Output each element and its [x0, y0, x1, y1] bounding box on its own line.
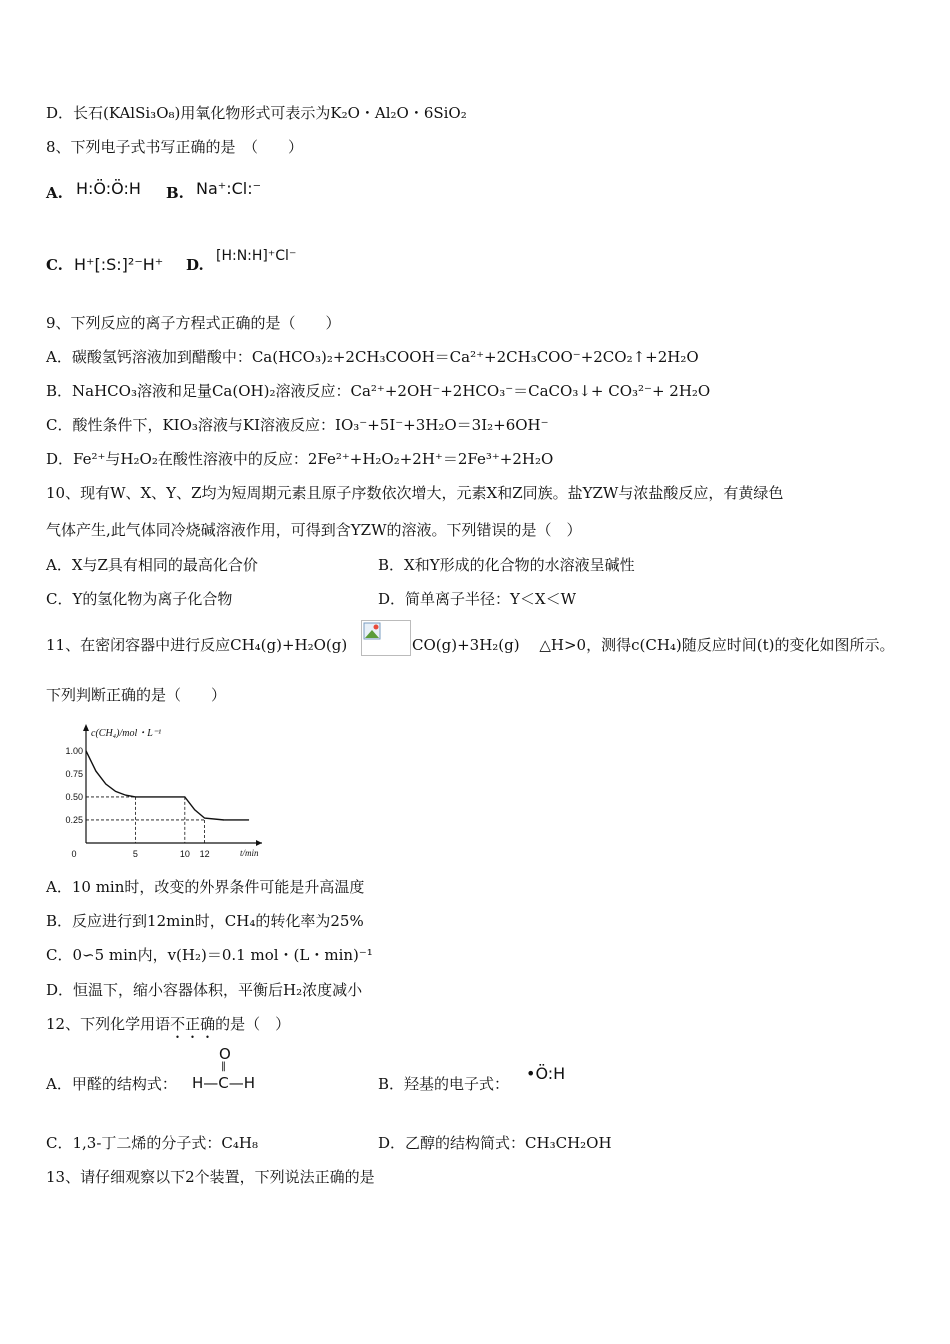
q8-option-d-label: D. — [186, 256, 204, 274]
formaldehyde-structure-o: O — [219, 1045, 231, 1063]
q10-option-d: D．简单离子半径：Y＜X＜W — [378, 590, 577, 608]
q10-stem-line1: 10、现有W、X、Y、Z均为短周期元素且原子序数依次增大，元素X和Z同族。盐YZW与浓盐酸反应，有黄绿色 — [46, 484, 784, 502]
x-tick-label: 10 — [179, 849, 190, 859]
q9-option-d: D．Fe²⁺与H₂O₂在酸性溶液中的反应：2Fe²⁺+H₂O₂+2H⁺＝2Fe³⁺+2H₂O — [46, 450, 554, 468]
y-axis-label: c(CH₄)/mol・L⁻¹ — [91, 728, 162, 739]
q8-option-a-label: A. — [46, 184, 63, 202]
q10-stem-line2: 气体产生,此气体同冷烧碱溶液作用，可得到含YZW的溶液。下列错误的是（ ） — [46, 521, 582, 539]
q8-option-b-label: B. — [166, 184, 184, 202]
y-tick-label: 0.50 — [65, 791, 83, 802]
ch4-series-line — [86, 751, 224, 820]
x-tick-label: 5 — [132, 849, 138, 859]
q10-option-c: C．Y的氢化物为离子化合物 — [46, 590, 233, 608]
q11-stem-line2: 下列判断正确的是（ ） — [46, 686, 227, 704]
q12-stem-pre: 12、下列化学用语 — [46, 1015, 171, 1033]
formaldehyde-structure-main: H—C—H — [192, 1074, 256, 1092]
q9-option-a: A．碳酸氢钙溶液加到醋酸中：Ca(HCO₃)₂+2CH₃COOH＝Ca²⁺+2CH₃COO⁻+2CO₂↑+2H₂O — [46, 348, 699, 366]
q8-stem: 8、下列电子式书写正确的是 （ ） — [46, 138, 304, 156]
formaldehyde-double-bond: ‖ — [221, 1061, 226, 1072]
q13-stem: 13、请仔细观察以下2个装置，下列说法正确的是 — [46, 1168, 375, 1186]
q8-option-d-formula: [H:N:H]⁺Cl⁻ — [216, 248, 297, 264]
q12-stem-emphasis: 不正确 — [170, 1015, 216, 1033]
q12-option-a: A．甲醛的结构式： — [46, 1075, 177, 1093]
q9-option-b: B．NaHCO₃溶液和足量Ca(OH)₂溶液反应：Ca²⁺+2OH⁻+2HCO₃⁻＝CaCO₃↓+ CO₃²⁻+ 2H₂O — [46, 382, 711, 400]
y-tick-label: 0.25 — [65, 814, 83, 825]
q12-stem — [46, 1014, 290, 1042]
x-tick-label: 0 — [71, 849, 77, 859]
q8-option-a-formula: H:Ö:Ö:H — [76, 179, 141, 198]
q9-stem: 9、下列反应的离子方程式正确的是（ ） — [46, 314, 341, 332]
q12-option-d: D．乙醇的结构简式：CH₃CH₂OH — [378, 1134, 612, 1152]
q11-option-a: A．10 min时，改变的外界条件可能是升高温度 — [46, 878, 365, 896]
q12-stem-post: 的是（ ） — [215, 1015, 291, 1033]
y-tick-label: 1.00 — [65, 745, 83, 756]
q8-option-b-formula: Na⁺:Cl:⁻ — [196, 179, 262, 198]
ch4-concentration-chart — [56, 720, 266, 860]
broken-image-icon — [361, 620, 411, 656]
q8-option-c-formula: H⁺[:S:]²⁻H⁺ — [74, 255, 164, 274]
q11-stem-post: CO(g)+3H₂(g) △H>0，测得c(CH₄)随反应时间(t)的变化如图所示。 — [412, 636, 895, 654]
hydroxyl-electron-formula: •Ö:H — [526, 1064, 566, 1083]
q11-stem-pre: 11、在密闭容器中进行反应CH₄(g)+H₂O(g) — [46, 636, 348, 654]
q12-option-c: C．1,3-丁二烯的分子式：C₄H₈ — [46, 1134, 258, 1152]
q8-option-c-label: C. — [46, 256, 63, 274]
q7-option-d: D．长石(KAlSi₃O₈)用氧化物形式可表示为K₂O・Al₂O・6SiO₂ — [46, 104, 467, 122]
x-axis-label: t/min — [240, 848, 259, 858]
q11-option-d: D．恒温下，缩小容器体积，平衡后H₂浓度减小 — [46, 981, 363, 999]
q10-option-b: B．X和Y形成的化合物的水溶液呈碱性 — [378, 556, 635, 574]
y-tick-label: 0.75 — [65, 768, 83, 779]
x-axis-arrow — [256, 840, 262, 846]
q9-option-c: C．酸性条件下，KIO₃溶液与KI溶液反应：IO₃⁻+5I⁻+3H₂O＝3I₂+6OH⁻ — [46, 416, 549, 434]
q12-option-b: B．羟基的电子式： — [378, 1075, 510, 1093]
y-axis-arrow — [83, 724, 89, 731]
q11-option-c: C．0∽5 min内，v(H₂)＝0.1 mol・(L・min)⁻¹ — [46, 946, 373, 964]
q11-option-b: B．反应进行到12min时，CH₄的转化率为25% — [46, 912, 364, 930]
x-tick-label: 12 — [199, 849, 210, 859]
q10-option-a: A．X与Z具有相同的最高化合价 — [46, 556, 258, 574]
